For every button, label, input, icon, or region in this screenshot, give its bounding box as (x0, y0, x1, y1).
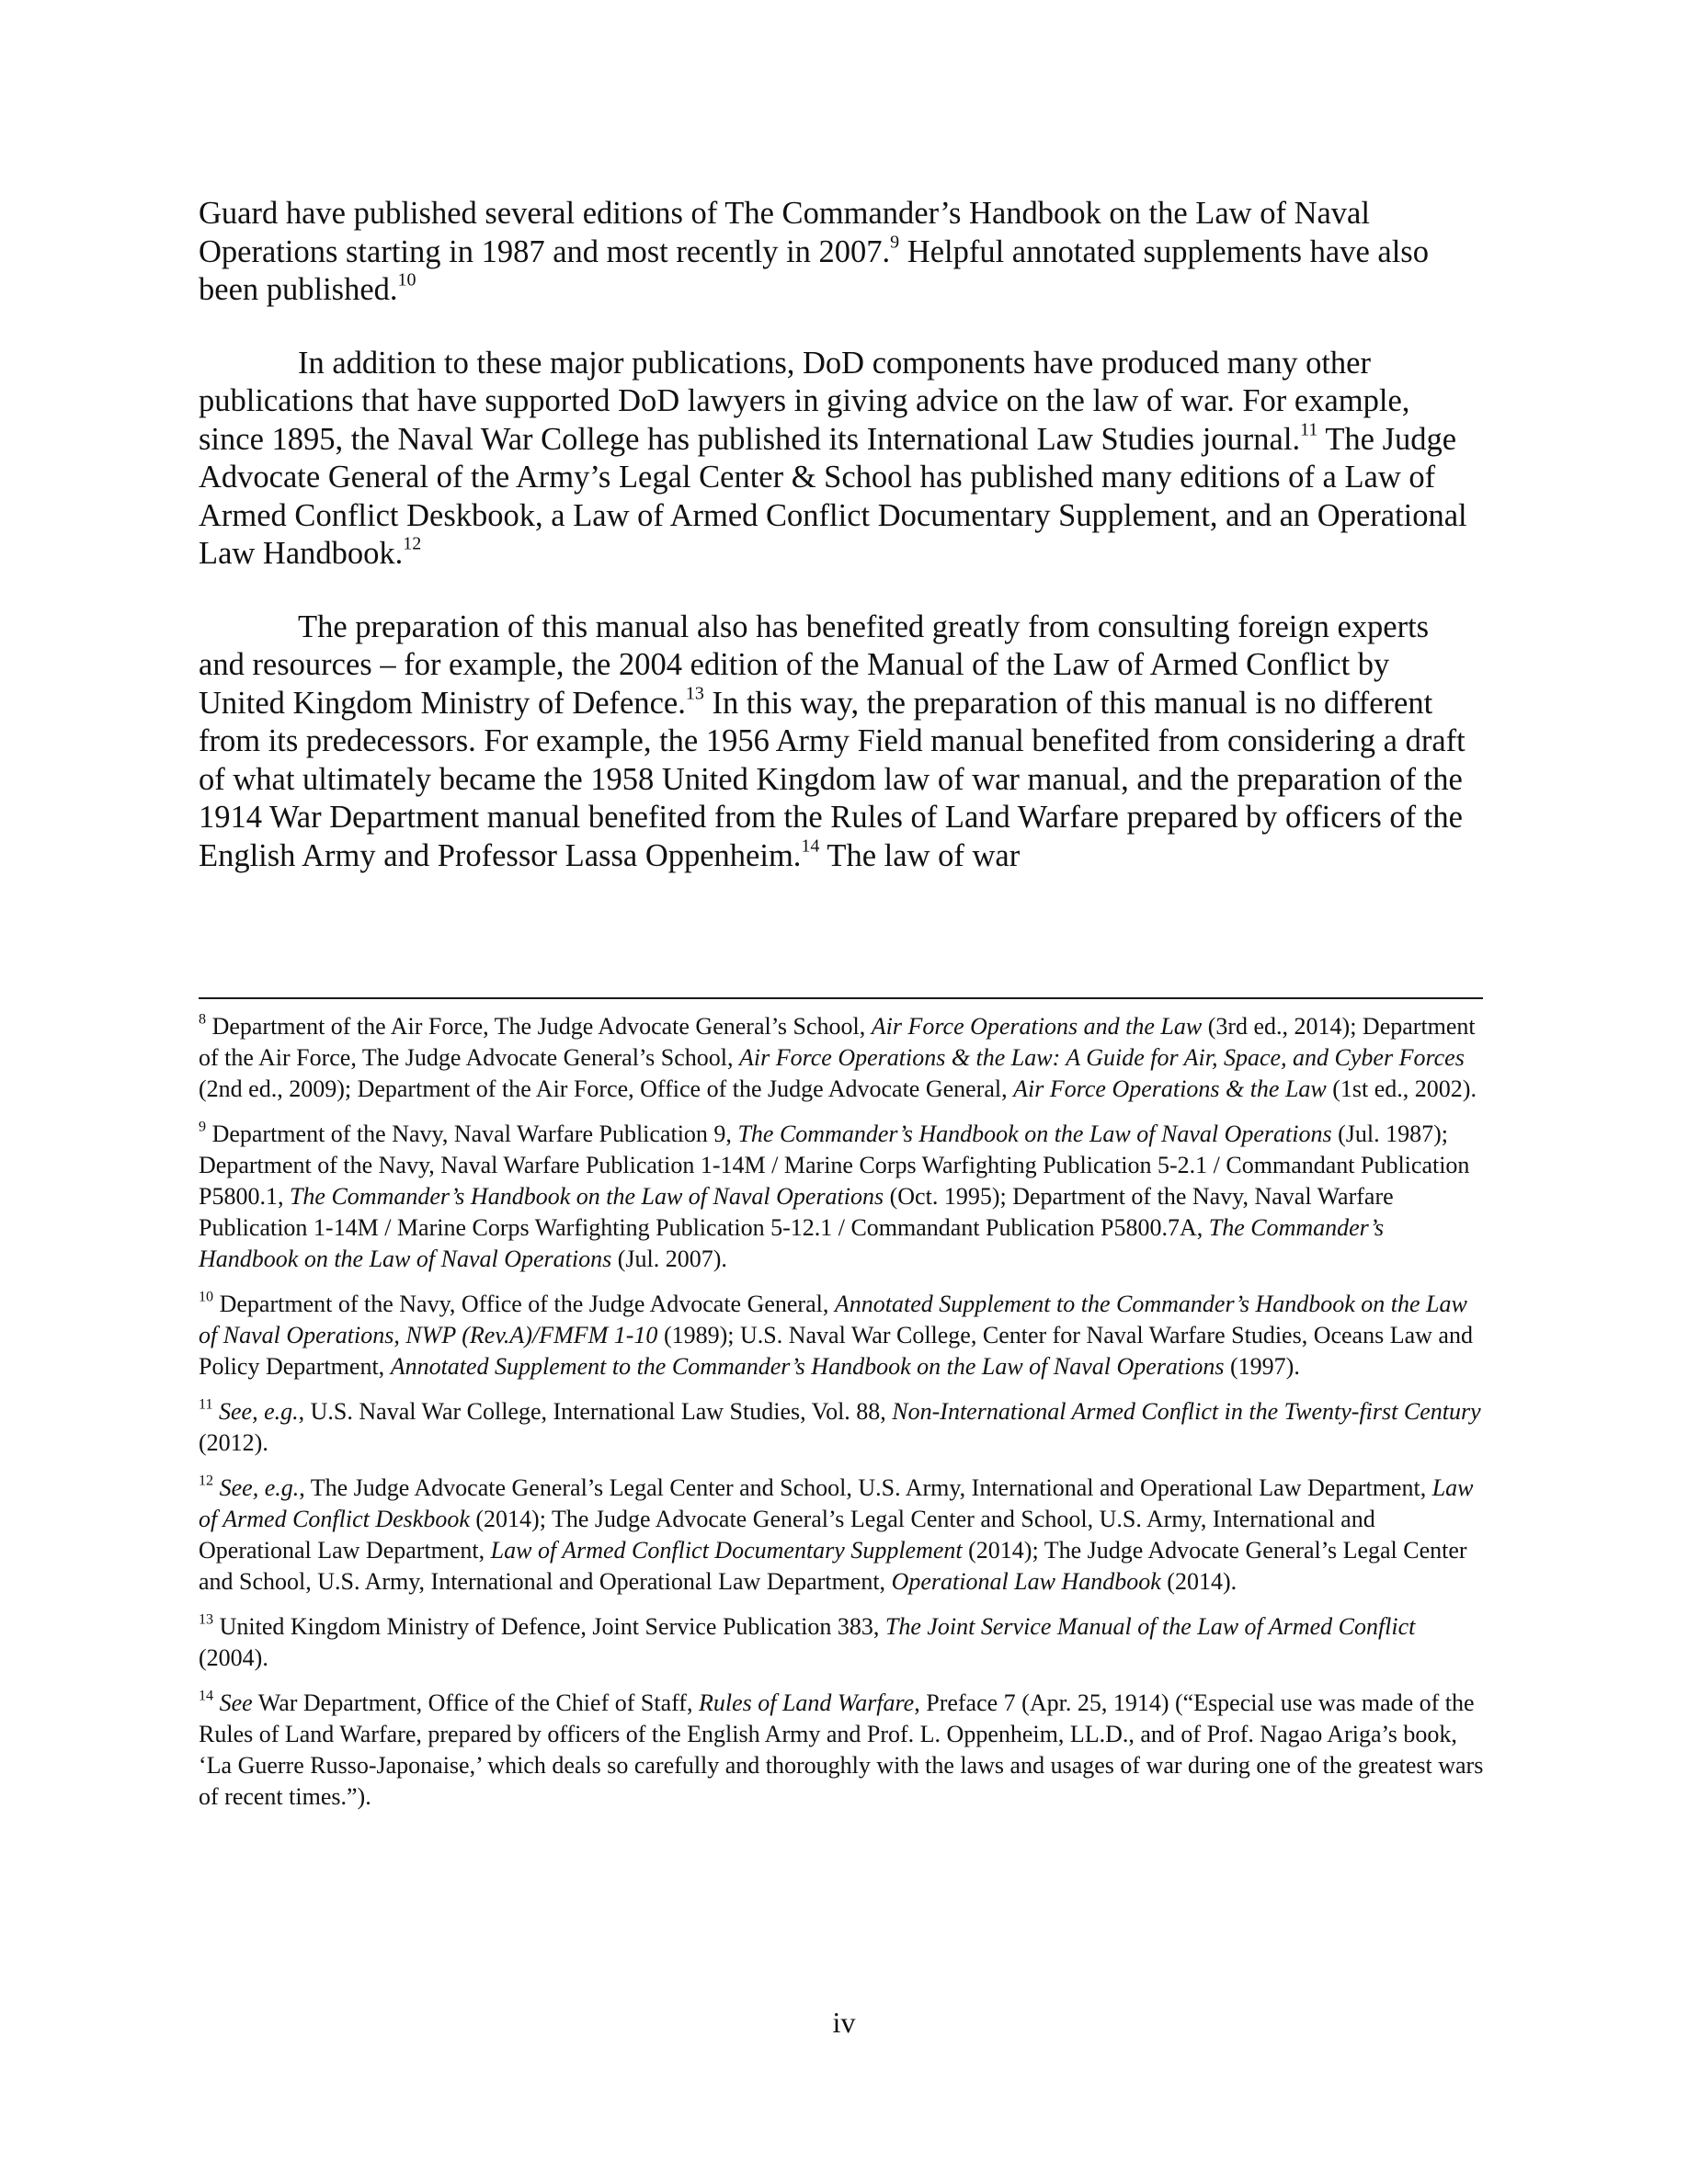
footnote-text: (1997). (1224, 1353, 1300, 1380)
paragraph-text: In this way, the preparation of this manual is no different from its predecessors. For example, the 1956 Army Field manual benefited from considering a draft of what ultimately became the 1958 United Kingdom law of war manual, and the preparation of the 1914 War Department manual benefited from the Rules of Land Warfare prepared by officers of the English Army and Professor Lassa Oppenheim. (199, 685, 1466, 873)
footnote-signal: See, e.g. (219, 1398, 299, 1425)
footnote-title: Air Force Operations & the Law (1013, 1075, 1327, 1102)
footnote-text: (2012). (199, 1429, 268, 1456)
footnote-number: 12 (199, 1473, 214, 1489)
footnote-title: Air Force Operations & the Law: A Guide for Air, Space, and Cyber Forces (738, 1044, 1465, 1071)
footnote-title: Law of Armed Conflict Documentary Supplement (490, 1537, 963, 1564)
footnote-ref-9[interactable]: 9 (890, 231, 900, 252)
footnote-signal: See, e.g. (219, 1474, 300, 1501)
footnote-text: , U.S. Naval War College, International Law Studies, Vol. 88, (298, 1398, 893, 1425)
footnote-ref-14[interactable]: 14 (801, 835, 820, 856)
paragraph-text: The law of war (819, 837, 1021, 873)
footnote-text: , The Judge Advocate General’s Legal Center and School, U.S. Army, International and Operational Law Department, (299, 1474, 1432, 1501)
paragraph-text: Helpful annotated supplements have also been published. (199, 233, 1429, 307)
footnote-title: The Commander’s Handbook on the Law of Naval Operations (289, 1183, 884, 1210)
footnote-12 (199, 1473, 1486, 1598)
footnote-ref-10[interactable]: 10 (397, 269, 416, 290)
footnote-14 (199, 1688, 1486, 1813)
footnote-title: Annotated Supplement to the Commander’s Handbook on the Law of Naval Operations (390, 1353, 1225, 1380)
footnote-text: (2nd ed., 2009); Department of the Air Force, Office of the Judge Advocate General, (199, 1075, 1014, 1102)
footnote-title: Rules of Land Warfare (698, 1689, 915, 1716)
footnote-title: Air Force Operations and the Law (871, 1013, 1203, 1040)
footnote-number: 11 (199, 1396, 213, 1413)
footnotes (199, 1011, 1486, 1826)
footnote-title: The Commander’s Handbook on the Law of Naval Operations (199, 1214, 1385, 1272)
footnote-text: War Department, Office of the Chief of Staff, (252, 1689, 699, 1716)
footnote-title: Law of Armed Conflict Deskbook (199, 1474, 1474, 1532)
footnote-text: (2014); The Judge Advocate General’s Legal Center and School, U.S. Army, International and Operational Law Department, (199, 1506, 1375, 1564)
paragraph-text: The Judge Advocate General of the Army’s Legal Center & School has published many editions of a Law of Armed Conflict Deskbook, a Law of Armed Conflict Documentary Supplement, and an Operational Law Handbook. (199, 421, 1467, 571)
footnote-13 (199, 1611, 1486, 1674)
footnote-ref-11[interactable]: 11 (1300, 418, 1318, 439)
footnote-text: (2014). (1160, 1568, 1237, 1595)
footnote-text: United Kingdom Ministry of Defence, Joint Service Publication 383, (213, 1613, 885, 1640)
footnote-text: (Jul. 2007). (611, 1246, 727, 1272)
footnote-ref-12[interactable]: 12 (403, 533, 422, 554)
footnote-text: (1st ed., 2002). (1326, 1075, 1477, 1102)
footnote-10 (199, 1289, 1486, 1382)
footnote-number: 13 (199, 1611, 214, 1628)
footnote-text: Department of the Navy, Naval Warfare Publication 9, (206, 1120, 738, 1147)
page-number: iv (832, 2006, 856, 2039)
footnote-title: Non-International Armed Conflict in the Twenty-first Century (892, 1398, 1481, 1425)
paragraph-foreign-resources (199, 609, 1482, 876)
footnote-text: Department of the Air Force, The Judge Advocate General’s School, (206, 1013, 872, 1040)
footnote-text: (Oct. 1995); Department of the Navy, Naval Warfare Publication 1-14M / Marine Corps Warfighting Publication 5-12.1 / Commandant Publication P5800.7A, (199, 1183, 1394, 1241)
paragraph-dod-publications (199, 345, 1482, 574)
footnote-text: (Jul. 1987); Department of the Navy, Naval Warfare Publication 1-14M / Marine Corps Warfighting Publication 5-2.1 / Commandant Publication P5800.1, (199, 1120, 1470, 1210)
footnote-text: (2004). (199, 1644, 268, 1671)
footnote-separator (199, 997, 1483, 999)
paragraph-text: The preparation of this manual also has benefited greatly from consulting foreign experts and resources – for example, the 2004 edition of the Manual of the Law of Armed Conflict by United Kingdom Ministry of Defence. (199, 609, 1430, 721)
footnote-number: 14 (199, 1688, 214, 1704)
footnote-9 (199, 1119, 1486, 1275)
footnote-11 (199, 1396, 1486, 1459)
footnote-signal: See (219, 1689, 253, 1716)
footnote-text: (2014); The Judge Advocate General’s Legal Center and School, U.S. Army, International and Operational Law Department, (199, 1537, 1467, 1595)
main-text (199, 195, 1482, 910)
footnote-text: (1989); U.S. Naval War College, Center for Naval Warfare Studies, Oceans Law and Policy Department, (199, 1322, 1473, 1380)
footnote-number: 9 (199, 1119, 207, 1135)
footnote-title: Annotated Supplement to the Commander’s Handbook on the Law of Naval Operations, NWP (Rev.A)/FMFM 1-10 (199, 1291, 1467, 1348)
paragraph-text: In addition to these major publications, DoD components have produced many other publications that have supported DoD lawyers in giving advice on the law of war. For example, since 1895, the Naval War College has published its International Law Studies journal. (199, 345, 1410, 457)
paragraph-continuation (199, 195, 1482, 310)
footnote-title: Operational Law Handbook (891, 1568, 1161, 1595)
footnote-number: 10 (199, 1289, 214, 1305)
footnote-text: , Preface 7 (Apr. 25, 1914) (“Especial use was made of the Rules of Land Warfare, prepared by officers of the English Army and Prof. L. Oppenheim, LL.D., and of Prof. Nagao Ariga’s book, ‘La Guerre Russo-Japonaise,’ which deals so carefully and thoroughly with the laws and usages of war during one of the greatest wars of recent times.”). (199, 1689, 1484, 1810)
paragraph-text: Guard have published several editions of The Commander’s Handbook on the Law of Naval Operations starting in 1987 and most recently in 2007. (199, 196, 1370, 269)
footnote-8 (199, 1011, 1486, 1105)
footnote-ref-13[interactable]: 13 (685, 682, 704, 703)
footnote-title: The Commander’s Handbook on the Law of Naval Operations (737, 1120, 1332, 1147)
footnote-number: 8 (199, 1011, 207, 1028)
footnote-text: Department of the Navy, Office of the Judge Advocate General, (213, 1291, 835, 1317)
footnote-text: (3rd ed., 2014); Department of the Air Force, The Judge Advocate General’s School, (199, 1013, 1476, 1071)
footnote-title: The Joint Service Manual of the Law of Armed Conflict (884, 1613, 1416, 1640)
